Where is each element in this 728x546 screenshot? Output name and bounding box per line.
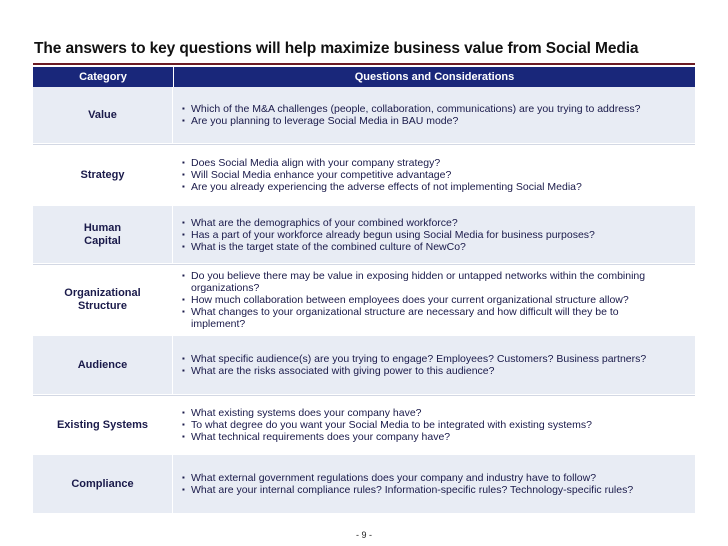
- question-item: [182, 419, 689, 431]
- bullet-icon: ▪: [182, 366, 185, 375]
- question-text: What specific audience(s) are you trying to engage? Employees? Customers? Business partners?: [191, 353, 647, 365]
- bullet-icon: ▪: [182, 241, 185, 251]
- question-text: What are the risks associated with giving power to this audience?: [191, 365, 495, 377]
- question-text: Do you believe there may be value in exposing hidden or untapped networks within the combining: [191, 270, 646, 282]
- bullet-icon: ▪: [182, 485, 185, 494]
- category-label: Audience: [77, 358, 128, 371]
- question-text: implement?: [191, 318, 246, 330]
- bullet-icon: ▪: [182, 182, 185, 191]
- category-cell: [33, 145, 173, 205]
- header-category: Category: [79, 71, 127, 83]
- question-item: [182, 103, 689, 115]
- category-cell: [33, 265, 173, 335]
- question-item: [182, 407, 689, 419]
- question-text: What changes to your organizational structure are necessary and how difficult will they be to: [191, 306, 619, 318]
- bullet-icon: ▪: [182, 295, 185, 304]
- question-text: What are the demographics of your combined workforce?: [191, 216, 458, 229]
- question-item: [182, 484, 689, 496]
- question-item: [182, 365, 689, 377]
- table-row: [33, 395, 695, 455]
- table-row: [33, 264, 695, 336]
- category-cell: [33, 206, 173, 263]
- question-text: What external government regulations does your company and industry have to follow?: [191, 472, 597, 484]
- question-item: [182, 115, 689, 127]
- question-item: [182, 431, 689, 443]
- table-row: [33, 144, 695, 206]
- question-item: [182, 169, 689, 181]
- category-label: Human: [83, 221, 122, 234]
- questions-cell: [173, 145, 695, 205]
- question-item: [182, 270, 689, 294]
- table-header: [33, 67, 695, 87]
- questions-cell: [173, 336, 695, 394]
- question-item: [182, 181, 689, 193]
- questions-cell: [173, 206, 695, 263]
- title-rule: [33, 63, 695, 65]
- question-text: Has a part of your workforce already begun using Social Media for business purposes?: [191, 228, 595, 241]
- category-label: Capital: [84, 234, 121, 247]
- bullet-icon: ▪: [182, 473, 185, 482]
- category-label: Compliance: [71, 477, 134, 490]
- bullet-icon: ▪: [182, 432, 185, 441]
- bullet-icon: ▪: [182, 170, 185, 179]
- bullet-icon: ▪: [182, 229, 185, 239]
- bullet-icon: ▪: [182, 307, 185, 316]
- question-item: [182, 353, 689, 365]
- table-row: [33, 455, 695, 514]
- question-item: [182, 241, 689, 253]
- bullet-icon: ▪: [182, 271, 185, 280]
- bullet-icon: ▪: [182, 116, 185, 125]
- category-label: Organizational: [64, 287, 141, 299]
- table-body: [33, 87, 695, 514]
- question-text: Does Social Media align with your company strategy?: [191, 157, 441, 169]
- question-text: To what degree do you want your Social Media to be integrated with existing systems?: [191, 419, 592, 431]
- category-label: Existing Systems: [56, 418, 149, 431]
- category-cell: [33, 455, 173, 513]
- question-item: [182, 472, 689, 484]
- question-text: Are you planning to leverage Social Media in BAU mode?: [191, 115, 459, 127]
- question-text: Which of the M&A challenges (people, collaboration, communications) are you trying to address?: [191, 103, 641, 115]
- bullet-icon: ▪: [182, 217, 185, 227]
- table-row: [33, 87, 695, 144]
- category-label: Strategy: [80, 168, 125, 181]
- page-title: The answers to key questions will help maximize business value from Social Media: [34, 40, 639, 57]
- header-questions: Questions and Considerations: [173, 67, 695, 87]
- bullet-icon: ▪: [182, 420, 185, 429]
- bullet-icon: ▪: [182, 408, 185, 417]
- question-item: [182, 217, 689, 229]
- questions-cell: [173, 396, 695, 454]
- questions-cell: [173, 87, 695, 143]
- question-text: Will Social Media enhance your competitive advantage?: [191, 169, 452, 181]
- question-text: What is the target state of the combined culture of NewCo?: [191, 240, 466, 253]
- table-row: [33, 336, 695, 395]
- questions-cell: [173, 265, 695, 335]
- question-text: organizations?: [191, 282, 260, 294]
- questions-table: [33, 67, 695, 514]
- question-item: [182, 306, 689, 330]
- question-item: [182, 294, 689, 306]
- question-text: What technical requirements does your company have?: [191, 431, 451, 443]
- bullet-icon: ▪: [182, 104, 185, 113]
- bullet-icon: ▪: [182, 158, 185, 167]
- bullet-icon: ▪: [182, 354, 185, 363]
- category-label: Structure: [78, 300, 127, 312]
- category-cell: [33, 87, 173, 143]
- question-text: What are your internal compliance rules? Information-specific rules? Technology-specific rules?: [191, 484, 634, 496]
- question-text: How much collaboration between employees does your current organizational structure allow?: [191, 294, 629, 306]
- category-cell: [33, 396, 173, 454]
- table-row: [33, 206, 695, 264]
- question-text: Are you already experiencing the adverse effects of not implementing Social Media?: [191, 181, 582, 193]
- question-item: [182, 157, 689, 169]
- question-text: What existing systems does your company have?: [191, 407, 422, 419]
- category-cell: [33, 336, 173, 394]
- page-number: - 9 -: [355, 530, 372, 540]
- category-label: Value: [88, 108, 117, 121]
- question-item: [182, 229, 689, 241]
- questions-cell: [173, 455, 695, 513]
